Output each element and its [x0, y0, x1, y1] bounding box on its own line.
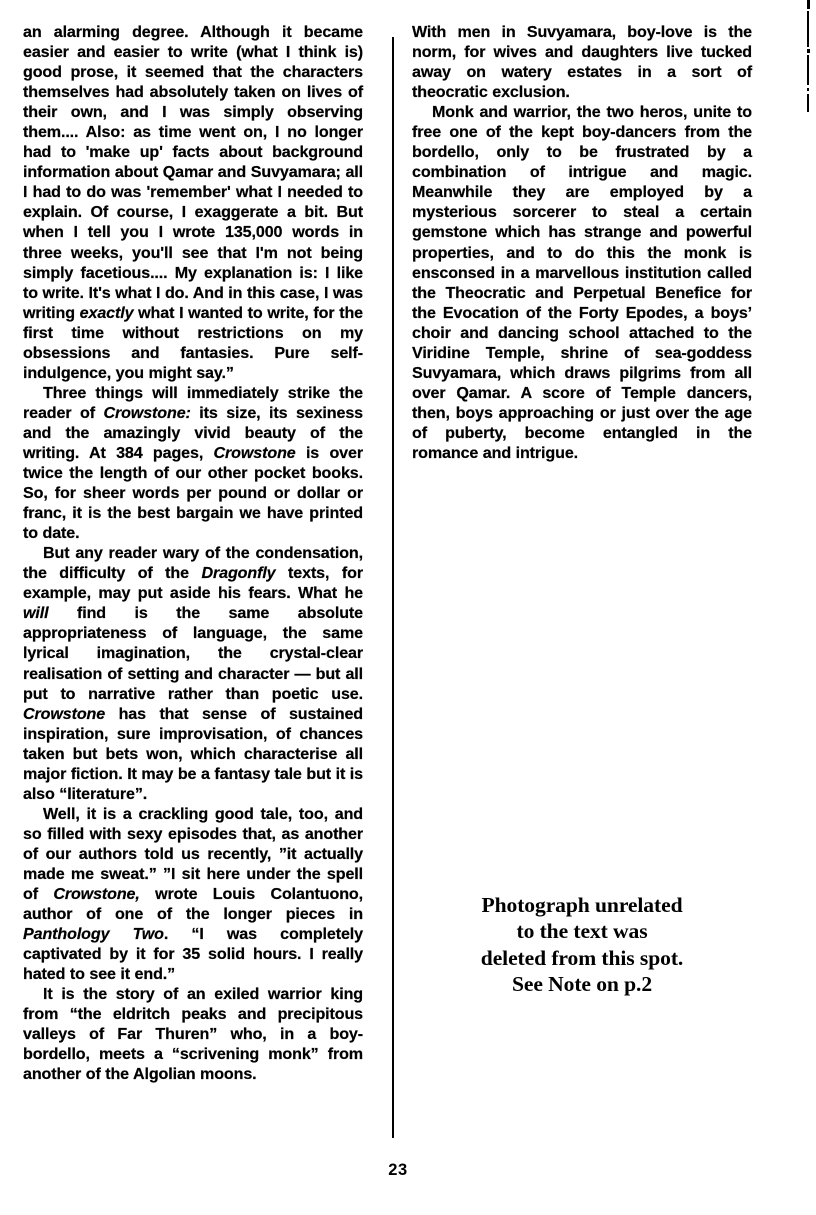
right-column-paragraph [412, 22, 752, 102]
left-column-paragraph [23, 543, 363, 804]
photo-note-line: See Note on p.2 [511, 971, 653, 996]
left-column-paragraph [23, 984, 363, 1084]
photo-note-line: Photograph unrelated [481, 893, 683, 917]
scan-artifact-segment [807, 94, 809, 112]
text-run: Well, it is a crackling good tale, too, and so filled with sexy episodes that, as another of our authors told us recently, ”it actually made me sweat.” ”I sit here under the spell of [23, 804, 363, 904]
left-column-paragraph [23, 804, 363, 984]
text-run: find is the same absolute appropriateness of language, the same lyrical imagination, the crystal-clear realisation of setting and character — but all put to narrative rather than poetic use. [23, 604, 363, 703]
text-run: Monk and warrior, the two heros, unite to free one of the kept boy-dancers from the bordello, only to be frustrated by a combination of intrigue and magic. Meanwhile they are employed by a mysterious sorcerer to steal a certain gemstone which has strange and powerful properties, and to do this the monk is ensconsed in a marvellous institution called the Theocratic and Perpetual Benefice for the Evocation of the Forty Epodes, a boys’ choir and dancing school attached to the Viridine Temple, shrine of sea-goddess Suvyamara, which draws pilgrims from all over Qamar. A score of Temple dancers, then, boys approaching or just over the age of puberty, become entangled in the romance and intrigue. [412, 103, 752, 462]
scan-artifact-segment [807, 55, 809, 85]
left-column-paragraph [23, 383, 363, 543]
italic-title-run: Crowstone [23, 704, 106, 723]
photo-note-line: deleted from this spot. [480, 945, 684, 970]
right-text-column [412, 22, 752, 463]
text-run: Three things will immediately strike the reader of [23, 383, 363, 422]
text-run: . “I was completely captivated by it for 35 solid hours. I really hated to see it end.” [23, 925, 363, 984]
scan-artifact-segment [807, 88, 809, 91]
italic-title-run: Crowstone, [53, 885, 140, 904]
text-run: wrote Louis Colantuono, author of one of the longer pieces in [23, 885, 363, 924]
text-run: what I wanted to write, for the first time without restrictions on my obsessions and fantasies. Pure self-indulgence, you might say.” [23, 303, 363, 382]
column-divider-rule [392, 37, 394, 1138]
scan-artifact-segment [807, 49, 810, 53]
text-run: With men in Suvyamara, boy-love is the norm, for wives and daughters live tucked away on watery estates in a sort of theocratic exclusion. [412, 23, 752, 102]
text-run: But any reader wary of the condensation, the difficulty of the [23, 544, 363, 583]
italic-title-run: Panthology Two [23, 925, 164, 944]
text-run: an alarming degree. Although it became easier and easier to write (what I think is) good prose, it seemed that the characters themselves had absolutely taken on lives of their own, and I was simply observing them.... Also: as time went on, I no longer had to 'make up' facts about background information about Qamar and Suvyamara; all I had to do was 'remember' what I needed to explain. Of course, I exaggerate a bit. But when I tell you I wrote 135,000 words in three weeks, you'll see that I'm not being simply facetious.... My explanation is: I like to write. It's what I do. And in this case, I was writing [23, 23, 363, 322]
scan-artifact-segment [807, 11, 809, 47]
text-run: texts, for example, may put aside his fears. What he [23, 564, 363, 603]
photo-deleted-note [412, 892, 752, 997]
scan-edge-artifact [807, 0, 811, 112]
text-run: It is the story of an exiled warrior king from “the eldritch peaks and precipitous valleys of Far Thuren” who, in a boy-bordello, meets a “scrivening monk” from another of the Algolian moons. [23, 985, 363, 1084]
italic-title-run: Dragonfly [201, 564, 276, 583]
left-text-column [23, 22, 363, 1084]
italic-title-run: exactly [79, 303, 134, 322]
left-column-paragraph [23, 22, 363, 383]
text-run: has that sense of sustained inspiration, sure improvisation, of chances taken but bets won, which characterise all major fiction. It may be a fantasy tale but it is also “literature”. [23, 704, 363, 803]
text-run: is over twice the length of our other pocket books. So, for sheer words per pound or dollar or franc, it is the best bargain we have printed to date. [23, 443, 363, 543]
photo-note-line: to the text was [516, 919, 648, 944]
italic-title-run: Crowstone [213, 443, 296, 462]
scan-artifact-segment [807, 0, 810, 9]
right-column-paragraph [412, 102, 752, 463]
page-number: 23 [388, 1161, 408, 1179]
italic-title-run: Crowstone: [103, 403, 191, 422]
text-run: its size, its sexiness and the amazingly vivid beauty of the writing. At 384 pages, [23, 403, 363, 462]
italic-title-run: will [23, 604, 49, 623]
